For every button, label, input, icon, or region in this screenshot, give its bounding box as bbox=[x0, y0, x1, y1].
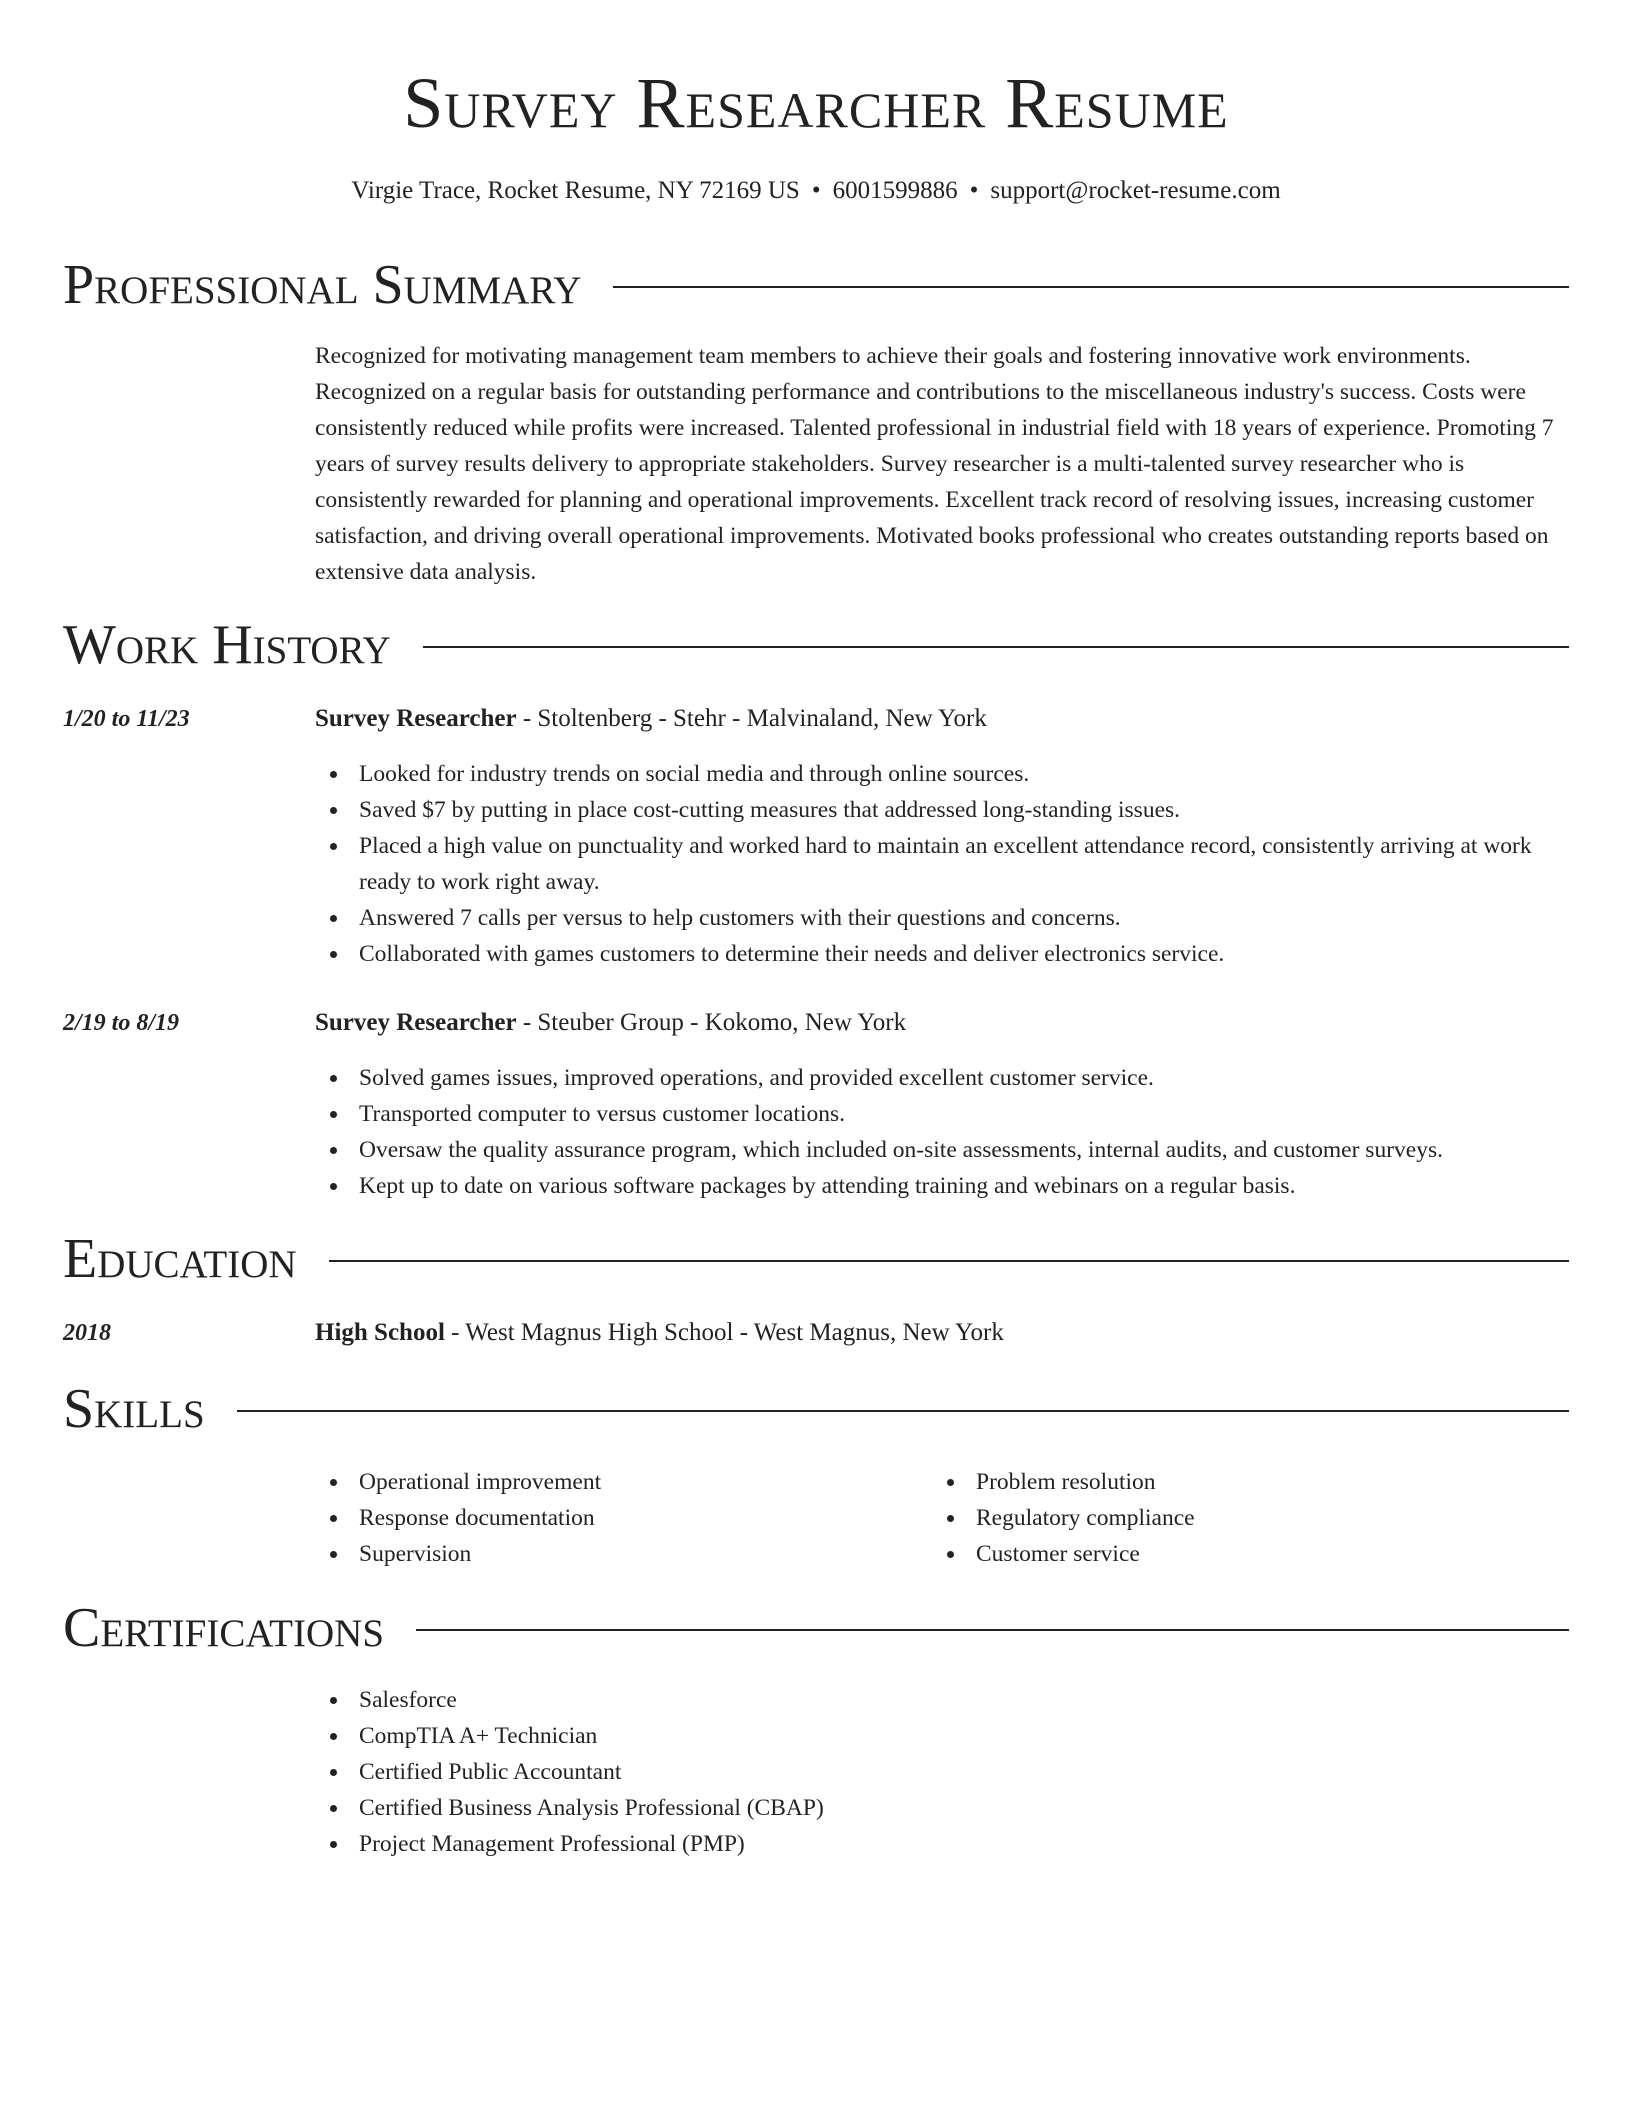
contact-phone: 6001599886 bbox=[832, 177, 958, 204]
job-heading bbox=[315, 1006, 1575, 1040]
job-details: - Steuber Group - Kokomo, New York bbox=[516, 1009, 907, 1036]
list-item: Oversaw the quality assurance program, which included on-site assessments, internal audits, and customer surveys. bbox=[315, 1132, 1575, 1168]
job-details: - Stoltenberg - Stehr - Malvinaland, New York bbox=[516, 705, 987, 732]
list-item: CompTIA A+ Technician bbox=[315, 1718, 1575, 1754]
list-item: Solved games issues, improved operations, and provided excellent customer service. bbox=[315, 1060, 1575, 1096]
section-title-certifications: Certifications bbox=[63, 1597, 385, 1659]
contact-separator: • bbox=[969, 177, 979, 204]
list-item: Transported computer to versus customer locations. bbox=[315, 1096, 1575, 1132]
list-item: Salesforce bbox=[315, 1682, 1575, 1718]
job-dates: 2/19 to 8/19 bbox=[63, 1010, 180, 1036]
section-title-education: Education bbox=[63, 1228, 297, 1290]
list-item: Kept up to date on various software packages by attending training and webinars on a regular basis. bbox=[315, 1168, 1575, 1204]
section-title-work-history: Work History bbox=[63, 614, 391, 676]
contact-separator: • bbox=[811, 177, 821, 204]
list-item: Saved $7 by putting in place cost-cutting measures that addressed long-standing issues. bbox=[315, 792, 1575, 828]
list-item: Regulatory compliance bbox=[932, 1500, 1552, 1536]
job-bullets bbox=[315, 756, 1575, 972]
education-degree: High School bbox=[315, 1319, 445, 1346]
section-divider bbox=[237, 1410, 1569, 1412]
list-item: Looked for industry trends on social media and through online sources. bbox=[315, 756, 1575, 792]
list-item: Response documentation bbox=[315, 1500, 915, 1536]
list-item: Supervision bbox=[315, 1536, 915, 1572]
section-header-certifications bbox=[63, 1593, 1569, 1663]
list-item: Placed a high value on punctuality and worked hard to maintain an excellent attendance record, consistently arriving at work ready to work right away. bbox=[315, 828, 1575, 900]
contact-email: support@rocket-resume.com bbox=[990, 177, 1281, 204]
job-bullets bbox=[315, 1060, 1575, 1204]
section-header-work-history bbox=[63, 610, 1569, 680]
certifications-list bbox=[315, 1682, 1575, 1862]
contact-address: Virgie Trace, Rocket Resume, NY 72169 US bbox=[351, 177, 800, 204]
list-item: Operational improvement bbox=[315, 1464, 915, 1500]
section-divider bbox=[416, 1629, 1569, 1631]
list-item: Project Management Professional (PMP) bbox=[315, 1826, 1575, 1862]
list-item: Problem resolution bbox=[932, 1464, 1552, 1500]
job-title: Survey Researcher bbox=[315, 1009, 517, 1036]
skills-list-right bbox=[932, 1464, 1552, 1572]
list-item: Collaborated with games customers to determine their needs and deliver electronics service. bbox=[315, 936, 1575, 972]
education-year: 2018 bbox=[63, 1320, 111, 1346]
list-item: Certified Public Accountant bbox=[315, 1754, 1575, 1790]
section-divider bbox=[423, 646, 1569, 648]
section-title-skills: Skills bbox=[63, 1378, 205, 1440]
section-divider bbox=[613, 286, 1569, 288]
section-title-summary: Professional Summary bbox=[63, 254, 582, 316]
job-dates: 1/20 to 11/23 bbox=[63, 706, 190, 732]
list-item: Customer service bbox=[932, 1536, 1552, 1572]
section-header-skills bbox=[63, 1374, 1569, 1444]
page-title: Survey Researcher Resume bbox=[403, 63, 1229, 143]
skills-list-left bbox=[315, 1464, 915, 1572]
education-details: - West Magnus High School - West Magnus, New York bbox=[444, 1319, 1004, 1346]
section-divider bbox=[329, 1260, 1569, 1262]
job-title: Survey Researcher bbox=[315, 705, 517, 732]
summary-text: Recognized for motivating management team members to achieve their goals and fostering innovative work environments. Recognized on a regular basis for outstanding performance and contributions to the miscellaneous industry's success. Costs were consistently reduced while profits were increased. Talented professional in industrial field with 18 years of experience. Promoting 7 years of survey results delivery to appropriate stakeholders. Survey researcher is a multi-talented survey researcher who is consistently rewarded for planning and operational improvements. Excellent track record of resolving issues, increasing customer satisfaction, and driving overall operational improvements. Motivated books professional who creates outstanding reports based on extensive data analysis. bbox=[315, 343, 1554, 585]
section-header-summary bbox=[63, 250, 1569, 320]
contact-line bbox=[0, 174, 1632, 208]
list-item: Answered 7 calls per versus to help customers with their questions and concerns. bbox=[315, 900, 1575, 936]
section-header-education bbox=[63, 1224, 1569, 1294]
job-heading bbox=[315, 702, 1575, 736]
list-item: Certified Business Analysis Professional (CBAP) bbox=[315, 1790, 1575, 1826]
education-heading bbox=[315, 1316, 1575, 1350]
